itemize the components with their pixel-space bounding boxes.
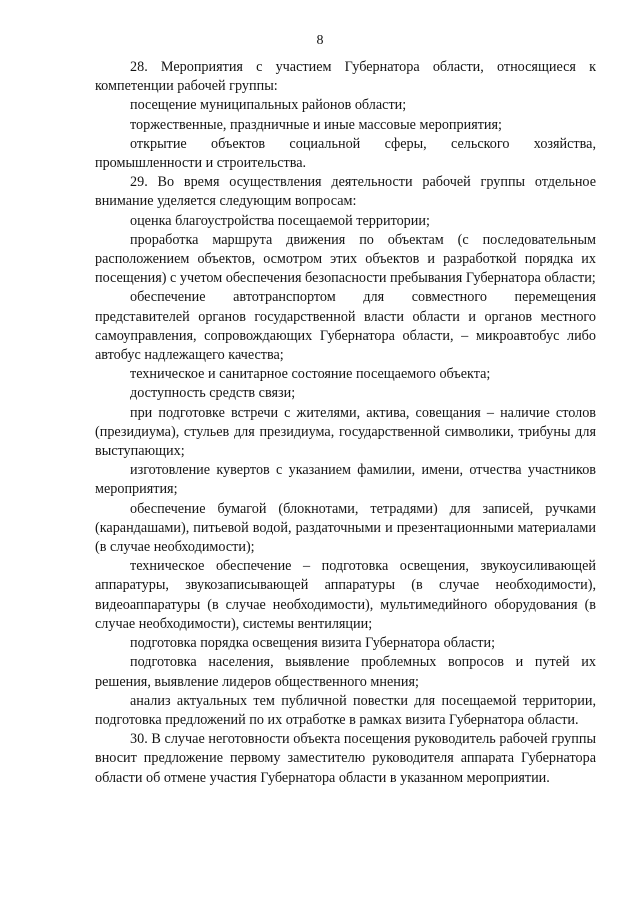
paragraph-communications: доступность средств связи; [130, 385, 296, 402]
paragraph-item-28-heading: 28. Мероприятия с участием Губернатора области, относящиеся к компетенции рабочей группы: [95, 59, 596, 95]
paragraph-population-preparation: подготовка населения, выявление проблемных вопросов и путей их решения, выявление лидеров общественного мнения; [95, 654, 596, 690]
paragraph-territory-assessment: оценка благоустройства посещаемой территории; [130, 212, 430, 229]
paragraph-route-planning: проработка маршрута движения по объектам (с последовательным расположением объектов, осмотром этих объектов и разработкой порядка их посещения) с учетом обеспечения безопасности пребывания Губернатора области; [95, 231, 596, 287]
paragraph-meeting-preparation: при подготовке встречи с жителями, актива, совещания – наличие столов (президиума), стульев для президиума, государственной символики, трибуны для выступающих; [95, 404, 596, 460]
paragraph-media-coverage: подготовка порядка освещения визита Губернатора области; [130, 635, 496, 652]
page-number: 8 [316, 33, 324, 48]
paragraph-item-29-heading: 29. Во время осуществления деятельности рабочей группы отдельное внимание уделяется следующим вопросам: [95, 174, 596, 210]
paragraph-technical-support: техническое обеспечение – подготовка освещения, звукоусиливающей аппаратуры, звукозаписывающей аппаратуры (в случае необходимости), видеоаппаратуры (в случае необходимости), мультимедийного оборудования (в случае необходимости), системы вентиляции; [95, 558, 596, 632]
paragraph-name-cards: изготовление кувертов с указанием фамилии, имени, отчества участников мероприятия; [95, 462, 596, 498]
paragraph-technical-sanitary: техническое и санитарное состояние посещаемого объекта; [130, 366, 491, 383]
paragraph-mass-events: торжественные, праздничные и иные массовые мероприятия; [130, 116, 502, 133]
paragraph-item-30: 30. В случае неготовности объекта посещения руководитель рабочей группы вносит предложение первому заместителю руководителя аппарата Губернатора области об отмене участия Губернатора области в указанном мероприятии. [95, 731, 596, 786]
paragraph-supplies: обеспечение бумагой (блокнотами, тетрадями) для записей, ручками (карандашами), питьевой водой, раздаточными и презентационными материалами (в случае необходимости); [95, 500, 596, 556]
paragraph-facility-openings: открытие объектов социальной сферы, сельского хозяйства, промышленности и строительства. [95, 135, 596, 172]
paragraph-public-agenda: анализ актуальных тем публичной повестки для посещаемой территории, подготовка предложений по их отработке в рамках визита Губернатора области. [95, 692, 596, 728]
paragraph-transport: обеспечение автотранспортом для совместного перемещения представителей органов государственной власти области и органов местного самоуправления, сопровождающих Губернатора области, – микроавтобус либо автобус надлежащего качества; [95, 289, 596, 364]
paragraph-municipal-visits: посещение муниципальных районов области; [130, 97, 407, 114]
document-body [95, 58, 596, 788]
